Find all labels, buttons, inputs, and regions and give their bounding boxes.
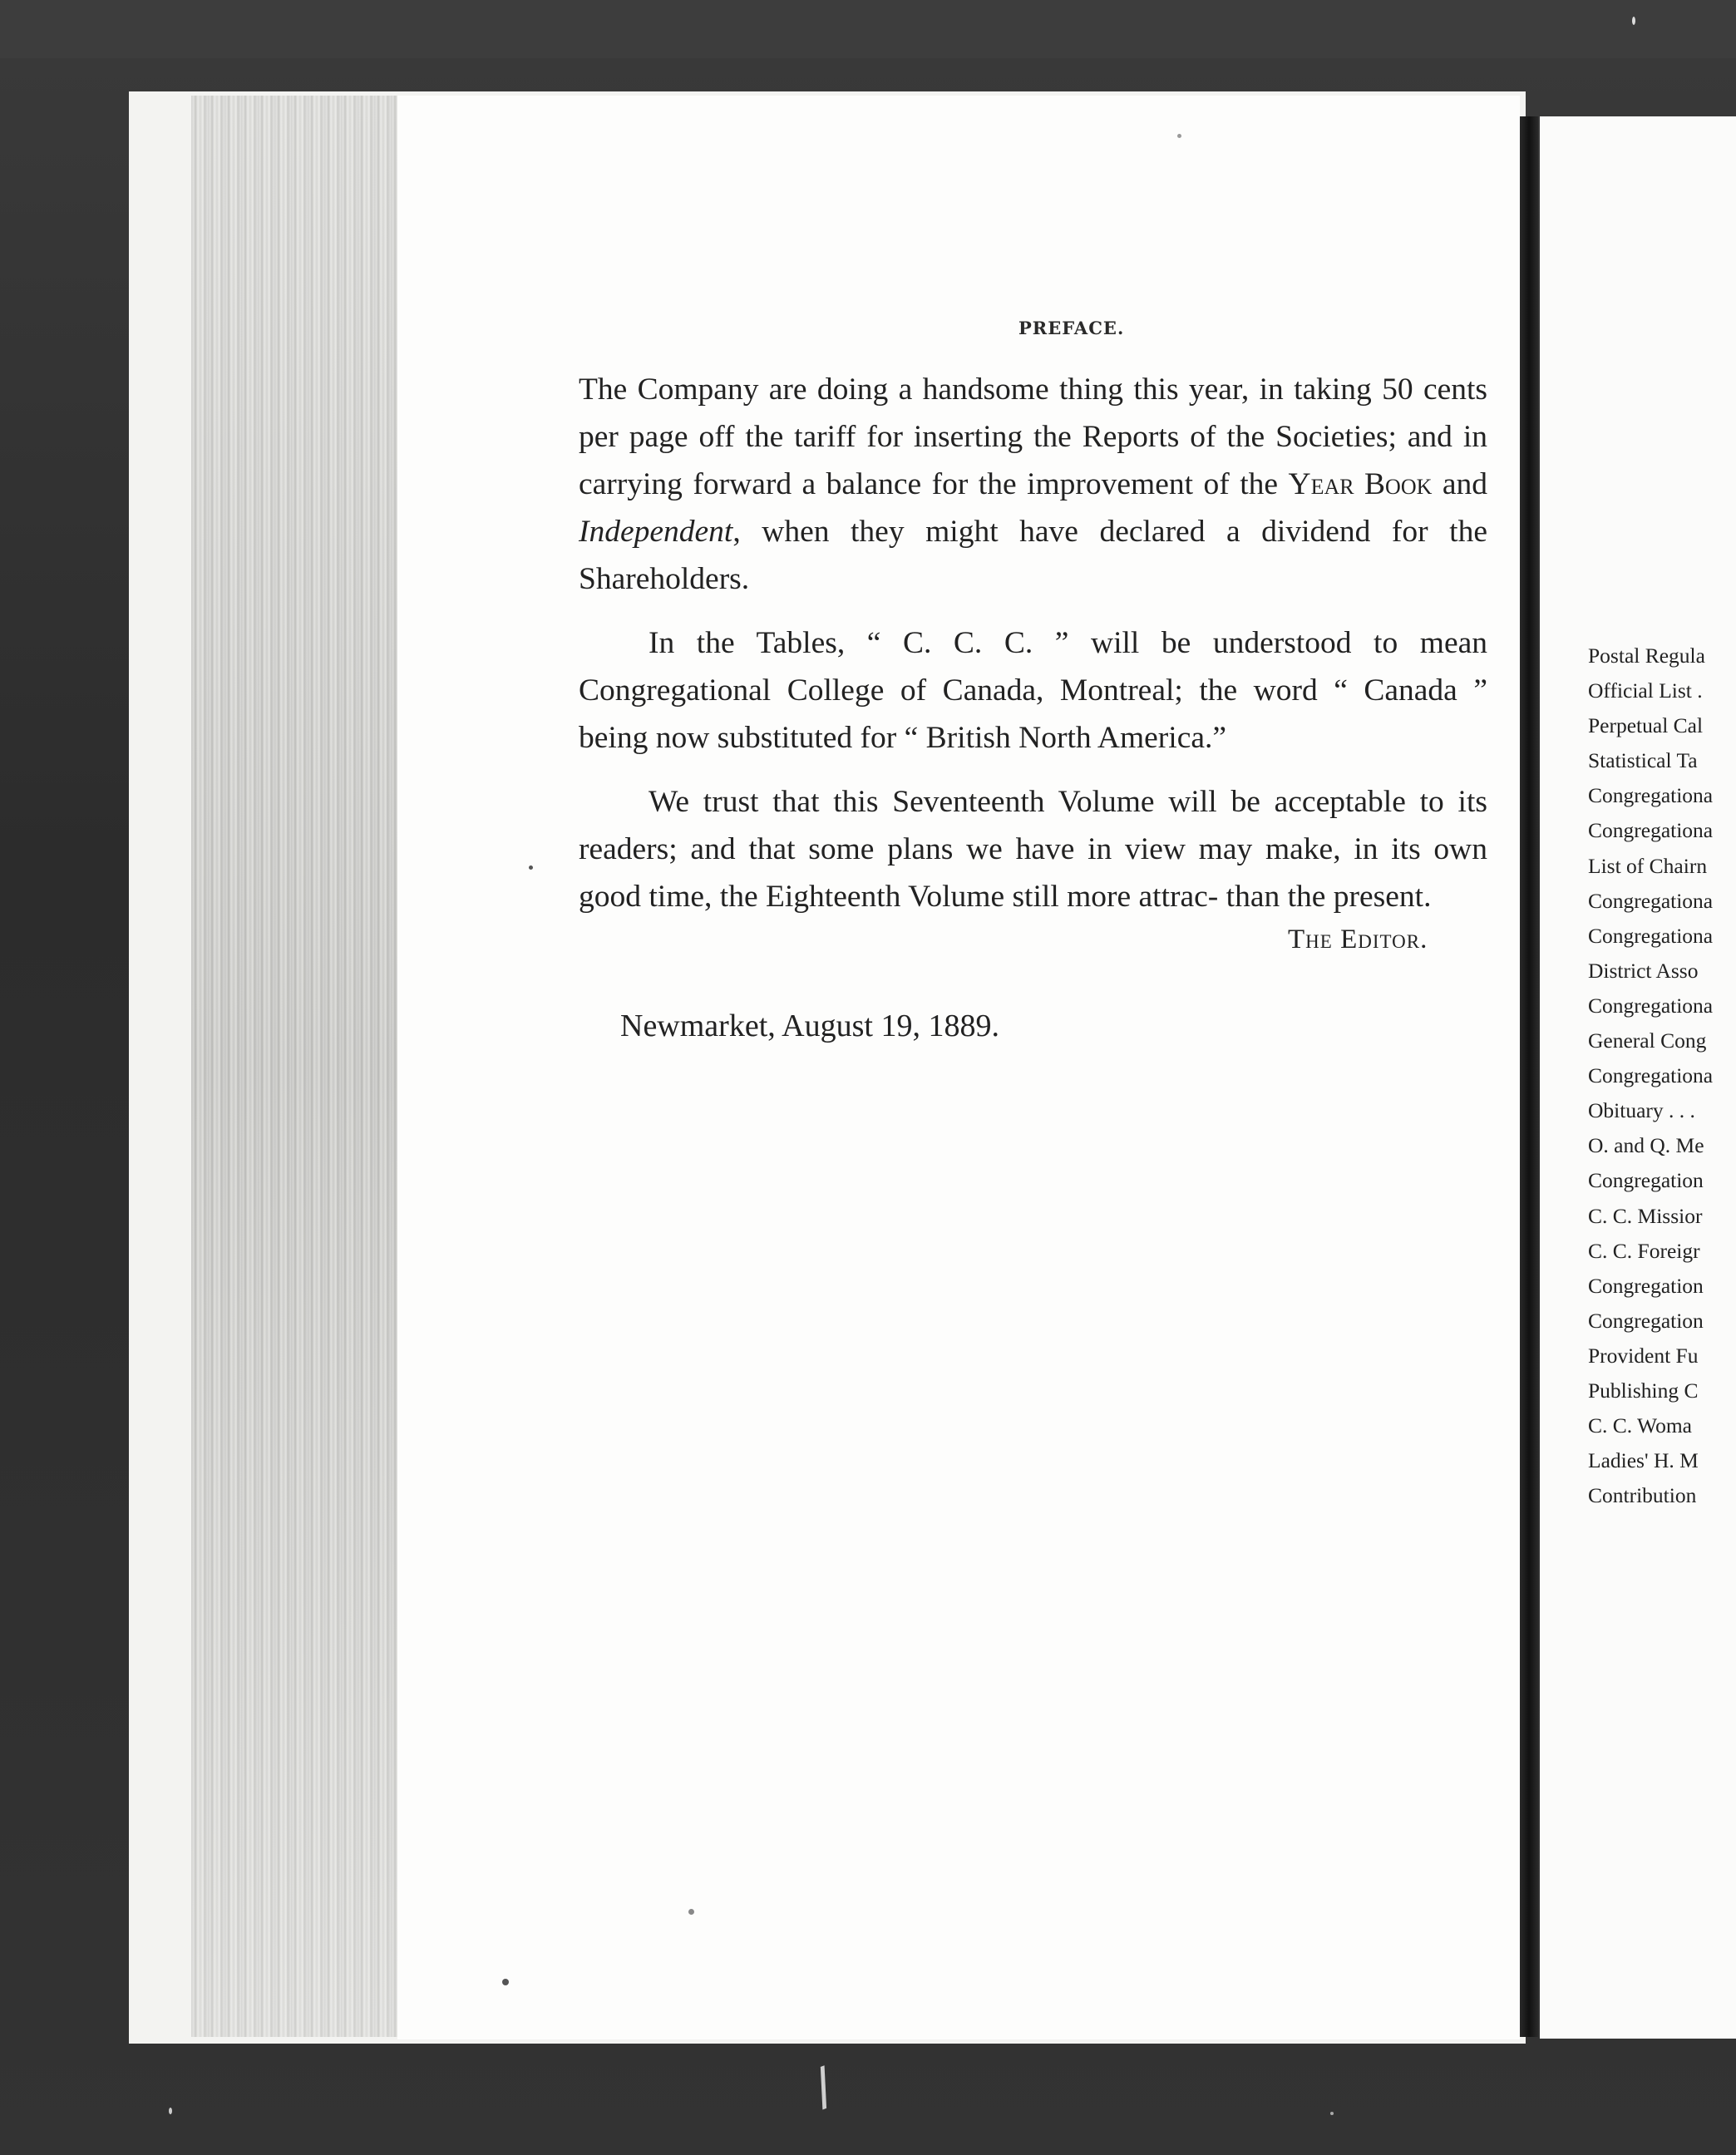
scanner-top-band: [0, 0, 1736, 58]
toc-item: Congregationa: [1588, 993, 1714, 1018]
paragraph-1-part-1: The Company are doing a handsome thing this year, in taking 50 cents per page off the tariff for inserting the Reports of the Societies; and in carrying forward a balance for the improvement of the: [579, 372, 1487, 501]
dust-speck: [529, 865, 533, 870]
toc-item: Congregationa: [1588, 783, 1714, 808]
toc-item: Congregationa: [1588, 1063, 1714, 1088]
running-head: PREFACE.: [1018, 318, 1125, 338]
toc-item: Obituary . . .: [1588, 1098, 1695, 1123]
toc-item: Statistical Ta: [1588, 748, 1698, 773]
scratch-mark: /: [805, 2056, 841, 2118]
toc-item: General Cong: [1588, 1028, 1707, 1053]
toc-item: Official List .: [1588, 678, 1703, 703]
toc-item: Congregation: [1588, 1308, 1704, 1333]
year-book-title: Year Book: [1288, 467, 1433, 501]
toc-item: C. C. Foreigr: [1588, 1238, 1700, 1263]
contents-list: [1588, 639, 1736, 1513]
toc-item: Postal Regula: [1588, 644, 1705, 668]
paragraph-1-part-5: , when they might have declared a dividend for the Shareholders.: [579, 515, 1487, 596]
paragraph-2: In the Tables, “ C. C. C. ” will be understood to mean Congregational College of Canada, Montreal; the word “ Canada ” being now substituted for “ British North America.”: [579, 626, 1487, 755]
toc-item: Contribution: [1588, 1483, 1697, 1508]
editor-signature: The Editor.: [1288, 925, 1428, 954]
dust-speck: [502, 1979, 509, 1985]
toc-item: Publishing C: [1588, 1378, 1699, 1403]
paragraph-1-part-3: and: [1432, 467, 1487, 501]
toc-item: Congregation: [1588, 1273, 1704, 1298]
independent-title: Independent: [579, 515, 733, 549]
toc-item: O. and Q. Me: [1588, 1133, 1704, 1158]
dust-speck: [1330, 2112, 1334, 2115]
page-edges: [191, 96, 399, 2037]
toc-item: List of Chairn: [1588, 853, 1708, 878]
toc-item: Perpetual Cal: [1588, 713, 1704, 738]
paragraph-1: [579, 366, 1487, 603]
toc-item: Congregation: [1588, 1168, 1704, 1193]
dust-speck: [1177, 134, 1181, 138]
dust-speck: [169, 2108, 172, 2114]
toc-item: Provident Fu: [1588, 1343, 1699, 1368]
toc-item: Congregationa: [1588, 888, 1714, 913]
paragraph-3: We trust that this Seventeenth Volume will be acceptable to its readers; and that some plans we have in view may make, in its own good time, the Eighteenth Volume still more attrac- than the present.: [579, 785, 1487, 914]
toc-item: Congregationa: [1588, 923, 1714, 948]
dateline: Newmarket, August 19, 1889.: [620, 1008, 999, 1043]
dust-speck: [1632, 17, 1635, 25]
dust-speck: [688, 1909, 694, 1915]
toc-item: District Asso: [1588, 958, 1699, 983]
preface-body: [579, 366, 1487, 937]
toc-item: Congregationa: [1588, 818, 1714, 843]
toc-item: C. C. Woma: [1588, 1413, 1692, 1438]
toc-item: Ladies' H. M: [1588, 1448, 1699, 1473]
toc-item: C. C. Missior: [1588, 1203, 1703, 1228]
book-gutter: [1520, 116, 1538, 2037]
